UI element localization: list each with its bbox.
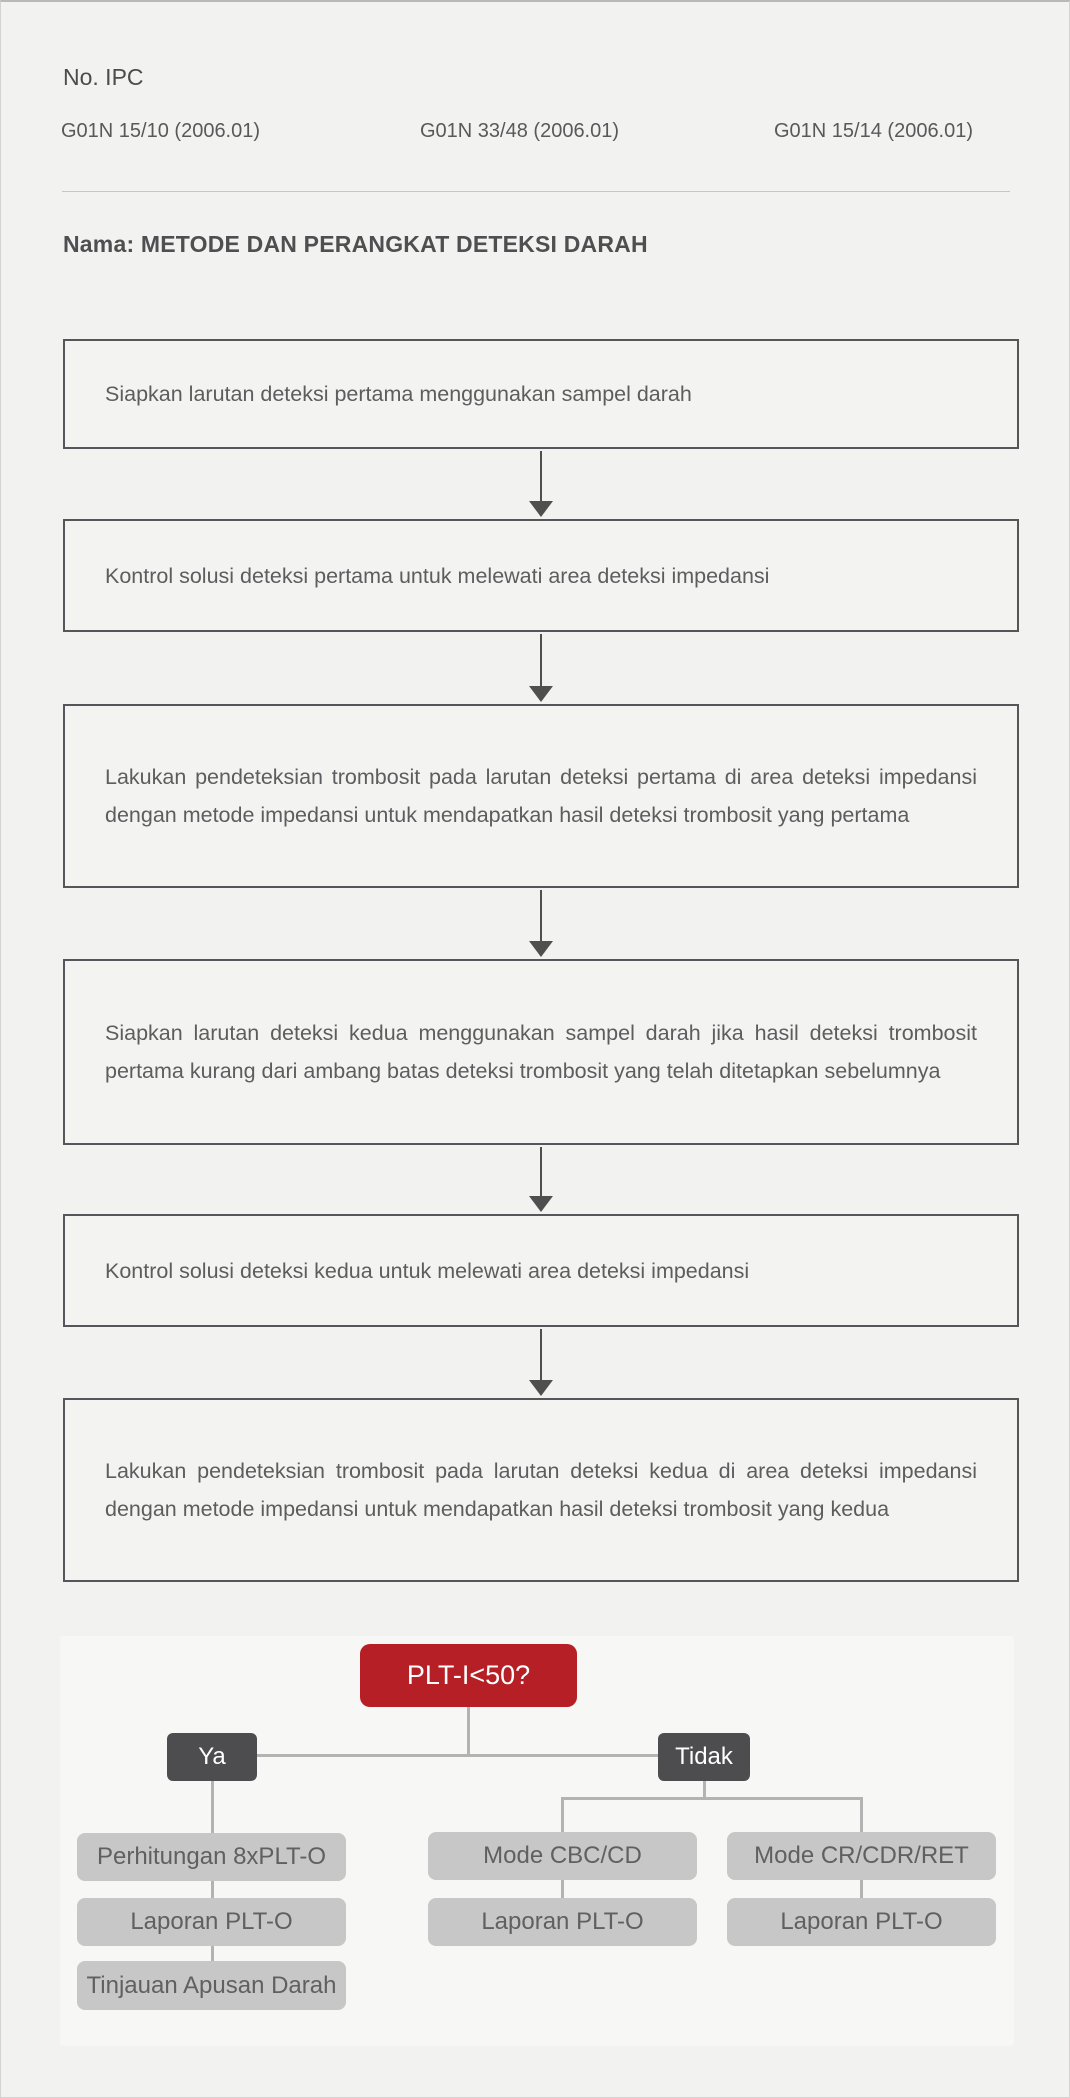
flow-arrow-2 — [529, 634, 553, 702]
arrow-down-icon — [529, 1380, 553, 1396]
ipc-code-2: G01N 33/48 (2006.01) — [420, 120, 620, 142]
tree-connector — [211, 1881, 214, 1898]
arrow-shaft — [540, 890, 542, 942]
flow-step-5-text: Kontrol solusi deteksi kedua untuk melewati area deteksi impedansi — [105, 1258, 750, 1283]
tree-connector — [211, 1781, 214, 1833]
flow-step-3 — [63, 704, 1019, 888]
flow-step-6 — [63, 1398, 1019, 1582]
flow-step-2 — [63, 519, 1019, 632]
flow-step-4 — [63, 959, 1019, 1145]
tree-connector — [860, 1880, 863, 1898]
tree-no-node: Tidak — [658, 1733, 750, 1781]
arrow-down-icon — [529, 501, 553, 517]
tree-connector — [561, 1880, 564, 1898]
flow-arrow-3 — [529, 890, 553, 957]
tree-no-branch2-step-1: Mode CR/CDR/RET — [727, 1832, 996, 1880]
tree-connector — [561, 1797, 863, 1800]
tree-connector — [211, 1946, 214, 1961]
patent-title: Nama: METODE DAN PERANGKAT DETEKSI DARAH — [63, 231, 648, 257]
flow-arrow-4 — [529, 1147, 553, 1212]
flow-step-6-text: Lakukan pendeteksian trombosit pada larutan deteksi kedua di area deteksi impedansi dengan metode impedansi untuk mendapatkan hasil deteksi trombosit yang kedua — [105, 1459, 977, 1521]
ipc-code-3: G01N 15/14 (2006.01) — [774, 120, 974, 142]
header-divider — [62, 191, 1010, 192]
flow-arrow-5 — [529, 1329, 553, 1396]
arrow-down-icon — [529, 941, 553, 957]
flow-step-4-text: Siapkan larutan deteksi kedua menggunakan sampel darah jika hasil deteksi trombosit pertama kurang dari ambang batas deteksi trombosit yang telah ditetapkan sebelumnya — [105, 1021, 977, 1083]
flow-step-3-text: Lakukan pendeteksian trombosit pada larutan deteksi pertama di area deteksi impedansi dengan metode impedansi untuk mendapatkan hasil deteksi trombosit yang pertama — [105, 765, 977, 827]
tree-root-condition: PLT-I<50? — [360, 1644, 577, 1707]
flow-step-5 — [63, 1214, 1019, 1327]
arrow-shaft — [540, 1329, 542, 1381]
tree-connector — [467, 1707, 470, 1756]
tree-no-branch1-step-1: Mode CBC/CD — [428, 1832, 697, 1880]
tree-yes-node: Ya — [167, 1733, 257, 1781]
arrow-shaft — [540, 451, 542, 502]
tree-no-branch1-step-2: Laporan PLT-O — [428, 1898, 697, 1946]
flow-arrow-1 — [529, 451, 553, 517]
tree-yes-step-1: Perhitungan 8xPLT-O — [77, 1833, 346, 1881]
tree-connector — [860, 1797, 863, 1833]
ipc-code-1: G01N 15/10 (2006.01) — [61, 120, 261, 142]
arrow-down-icon — [529, 686, 553, 702]
flow-step-1-text: Siapkan larutan deteksi pertama menggunakan sampel darah — [105, 382, 692, 406]
arrow-shaft — [540, 634, 542, 687]
flow-step-2-text: Kontrol solusi deteksi pertama untuk melewati area deteksi impedansi — [105, 563, 770, 588]
arrow-down-icon — [529, 1196, 553, 1212]
arrow-shaft — [540, 1147, 542, 1197]
tree-yes-step-2: Laporan PLT-O — [77, 1898, 346, 1946]
tree-connector — [257, 1754, 661, 1757]
tree-yes-step-3: Tinjauan Apusan Darah — [77, 1961, 346, 2010]
flow-step-1 — [63, 339, 1019, 449]
tree-no-branch2-step-2: Laporan PLT-O — [727, 1898, 996, 1946]
ipc-number-label: No. IPC — [63, 64, 144, 90]
tree-connector — [561, 1797, 564, 1833]
